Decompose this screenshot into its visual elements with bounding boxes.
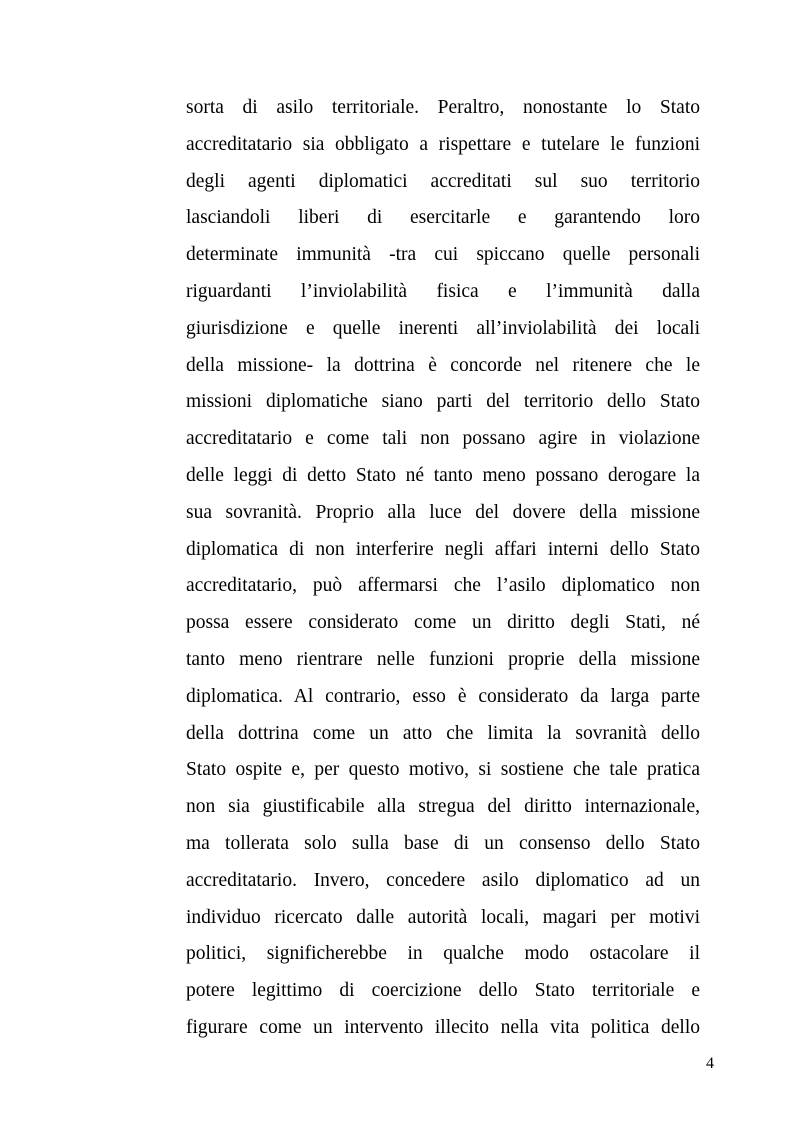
text-line: politici, significherebbe in qualche modo ostacolare il bbox=[186, 943, 700, 965]
body-text bbox=[186, 90, 700, 1047]
text-line: delle leggi di detto Stato né tanto meno possano derogare la bbox=[186, 464, 700, 486]
text-line: ma tollerata solo sulla base di un consenso dello Stato bbox=[186, 832, 700, 854]
text-line: lasciandoli liberi di esercitarle e garantendo loro bbox=[186, 207, 700, 229]
text-line: diplomatica di non interferire negli affari interni dello Stato bbox=[186, 538, 700, 560]
text-line: non sia giustificabile alla stregua del diritto internazionale, bbox=[186, 796, 700, 818]
text-line: accreditatario sia obbligato a rispettare e tutelare le funzioni bbox=[186, 133, 700, 155]
text-line: degli agenti diplomatici accreditati sul suo territorio bbox=[186, 170, 700, 192]
text-line: accreditatario, può affermarsi che l’asilo diplomatico non bbox=[186, 575, 700, 597]
text-line: giurisdizione e quelle inerenti all’inviolabilità dei locali bbox=[186, 317, 700, 339]
text-line: figurare come un intervento illecito nella vita politica dello bbox=[186, 1016, 700, 1038]
text-line: individuo ricercato dalle autorità locali, magari per motivi bbox=[186, 906, 700, 928]
page-number: 4 bbox=[706, 1055, 714, 1072]
text-line: accreditatario. Invero, concedere asilo diplomatico ad un bbox=[186, 869, 700, 891]
text-line: della missione- la dottrina è concorde nel ritenere che le bbox=[186, 354, 700, 376]
text-line: diplomatica. Al contrario, esso è considerato da larga parte bbox=[186, 685, 700, 707]
text-line: Stato ospite e, per questo motivo, si sostiene che tale pratica bbox=[186, 759, 700, 781]
text-line: potere legittimo di coercizione dello Stato territoriale e bbox=[186, 980, 700, 1002]
text-line: della dottrina come un atto che limita la sovranità dello bbox=[186, 722, 700, 744]
text-line: possa essere considerato come un diritto degli Stati, né bbox=[186, 612, 700, 634]
text-line: riguardanti l’inviolabilità fisica e l’immunità dalla bbox=[186, 280, 700, 302]
text-line: accreditatario e come tali non possano agire in violazione bbox=[186, 428, 700, 450]
text-line: sua sovranità. Proprio alla luce del dovere della missione bbox=[186, 501, 700, 523]
text-line: missioni diplomatiche siano parti del territorio dello Stato bbox=[186, 391, 700, 413]
text-line: sorta di asilo territoriale. Peraltro, nonostante lo Stato bbox=[186, 97, 700, 118]
text-line: determinate immunità -tra cui spiccano quelle personali bbox=[186, 244, 700, 266]
text-line: tanto meno rientrare nelle funzioni proprie della missione bbox=[186, 648, 700, 670]
